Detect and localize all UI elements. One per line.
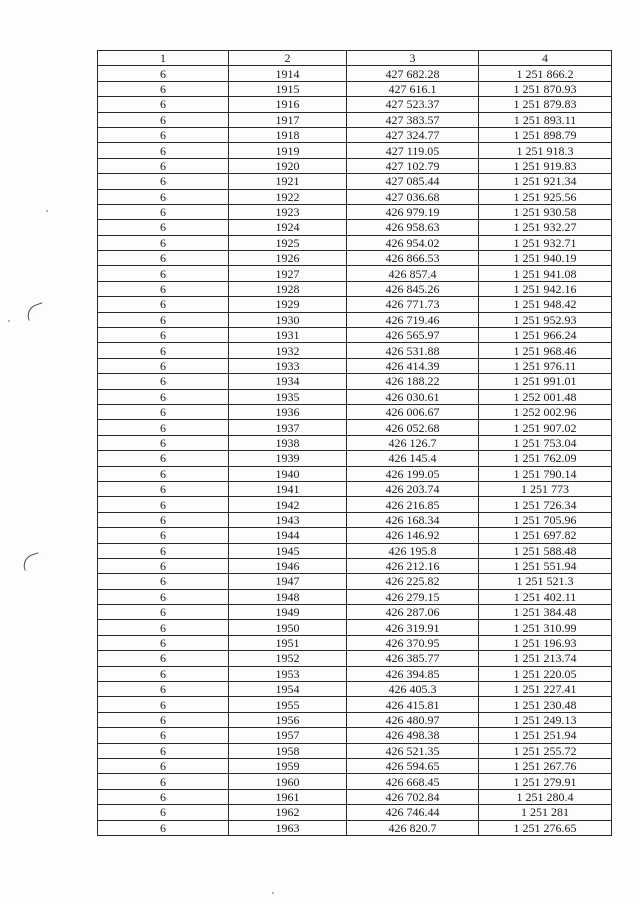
cell-x-coordinate: 426 126.7	[347, 435, 479, 450]
table-row	[98, 312, 612, 327]
cell-section-number: 6	[98, 497, 229, 512]
cell-x-coordinate: 427 383.57	[347, 112, 479, 127]
table-row	[98, 374, 612, 389]
cell-x-coordinate: 426 405.3	[347, 682, 479, 697]
column-header: 1	[98, 51, 229, 66]
table-row	[98, 143, 612, 158]
table-row	[98, 635, 612, 650]
cell-x-coordinate: 426 188.22	[347, 374, 479, 389]
cell-x-coordinate: 426 594.65	[347, 758, 479, 773]
cell-section-number: 6	[98, 66, 229, 81]
cell-y-coordinate: 1 251 879.83	[479, 97, 612, 112]
cell-point-number: 1929	[229, 297, 347, 312]
table-row	[98, 728, 612, 743]
table-row	[98, 251, 612, 266]
cell-y-coordinate: 1 251 907.02	[479, 420, 612, 435]
cell-y-coordinate: 1 251 921.34	[479, 174, 612, 189]
cell-section-number: 6	[98, 220, 229, 235]
table-row	[98, 358, 612, 373]
cell-point-number: 1937	[229, 420, 347, 435]
table-row	[98, 404, 612, 419]
table-row	[98, 158, 612, 173]
table-row	[98, 481, 612, 496]
table-row	[98, 343, 612, 358]
table-row	[98, 266, 612, 281]
table-row	[98, 435, 612, 450]
cell-x-coordinate: 426 958.63	[347, 220, 479, 235]
cell-section-number: 6	[98, 127, 229, 142]
cell-x-coordinate: 426 857.4	[347, 266, 479, 281]
table-row	[98, 389, 612, 404]
cell-section-number: 6	[98, 204, 229, 219]
cell-section-number: 6	[98, 374, 229, 389]
cell-x-coordinate: 426 845.26	[347, 281, 479, 296]
cell-point-number: 1955	[229, 697, 347, 712]
cell-section-number: 6	[98, 620, 229, 635]
cell-point-number: 1917	[229, 112, 347, 127]
table-row	[98, 528, 612, 543]
cell-x-coordinate: 426 370.95	[347, 635, 479, 650]
cell-x-coordinate: 426 216.85	[347, 497, 479, 512]
cell-y-coordinate: 1 251 773	[479, 481, 612, 496]
cell-x-coordinate: 426 195.8	[347, 543, 479, 558]
cell-x-coordinate: 426 030.61	[347, 389, 479, 404]
cell-x-coordinate: 426 480.97	[347, 712, 479, 727]
cell-y-coordinate: 1 251 941.08	[479, 266, 612, 281]
cell-y-coordinate: 1 251 866.2	[479, 66, 612, 81]
cell-section-number: 6	[98, 666, 229, 681]
cell-x-coordinate: 426 820.7	[347, 820, 479, 835]
table-row	[98, 605, 612, 620]
column-header: 2	[229, 51, 347, 66]
cell-y-coordinate: 1 251 705.96	[479, 512, 612, 527]
cell-x-coordinate: 426 146.92	[347, 528, 479, 543]
scan-speck	[272, 892, 274, 894]
table-row	[98, 235, 612, 250]
cell-point-number: 1951	[229, 635, 347, 650]
table-row	[98, 774, 612, 789]
cell-section-number: 6	[98, 404, 229, 419]
scan-speck	[8, 320, 10, 322]
cell-point-number: 1943	[229, 512, 347, 527]
cell-x-coordinate: 426 702.84	[347, 789, 479, 804]
cell-y-coordinate: 1 251 976.11	[479, 358, 612, 373]
table-header	[98, 51, 612, 66]
cell-x-coordinate: 426 719.46	[347, 312, 479, 327]
cell-section-number: 6	[98, 466, 229, 481]
cell-section-number: 6	[98, 712, 229, 727]
cell-point-number: 1914	[229, 66, 347, 81]
cell-y-coordinate: 1 251 280.4	[479, 789, 612, 804]
cell-x-coordinate: 427 616.1	[347, 81, 479, 96]
cell-section-number: 6	[98, 143, 229, 158]
table-row	[98, 543, 612, 558]
cell-point-number: 1928	[229, 281, 347, 296]
cell-section-number: 6	[98, 728, 229, 743]
cell-section-number: 6	[98, 789, 229, 804]
cell-point-number: 1959	[229, 758, 347, 773]
cell-point-number: 1962	[229, 805, 347, 820]
cell-section-number: 6	[98, 266, 229, 281]
cell-x-coordinate: 426 668.45	[347, 774, 479, 789]
cell-y-coordinate: 1 251 588.48	[479, 543, 612, 558]
cell-section-number: 6	[98, 605, 229, 620]
cell-y-coordinate: 1 251 898.79	[479, 127, 612, 142]
cell-x-coordinate: 426 771.73	[347, 297, 479, 312]
cell-y-coordinate: 1 251 930.58	[479, 204, 612, 219]
cell-point-number: 1933	[229, 358, 347, 373]
cell-x-coordinate: 426 287.06	[347, 605, 479, 620]
cell-x-coordinate: 426 866.53	[347, 251, 479, 266]
cell-point-number: 1945	[229, 543, 347, 558]
table-row	[98, 589, 612, 604]
cell-y-coordinate: 1 251 762.09	[479, 451, 612, 466]
cell-y-coordinate: 1 251 942.16	[479, 281, 612, 296]
cell-section-number: 6	[98, 805, 229, 820]
cell-point-number: 1947	[229, 574, 347, 589]
cell-section-number: 6	[98, 251, 229, 266]
table-row	[98, 620, 612, 635]
cell-x-coordinate: 426 565.97	[347, 328, 479, 343]
cell-y-coordinate: 1 251 267.76	[479, 758, 612, 773]
cell-section-number: 6	[98, 158, 229, 173]
cell-y-coordinate: 1 251 310.99	[479, 620, 612, 635]
cell-y-coordinate: 1 251 790.14	[479, 466, 612, 481]
cell-x-coordinate: 426 746.44	[347, 805, 479, 820]
cell-section-number: 6	[98, 358, 229, 373]
cell-section-number: 6	[98, 435, 229, 450]
table-row	[98, 174, 612, 189]
cell-section-number: 6	[98, 558, 229, 573]
table-row	[98, 81, 612, 96]
cell-point-number: 1954	[229, 682, 347, 697]
cell-point-number: 1953	[229, 666, 347, 681]
table-row	[98, 651, 612, 666]
cell-point-number: 1940	[229, 466, 347, 481]
cell-y-coordinate: 1 251 276.65	[479, 820, 612, 835]
cell-x-coordinate: 426 394.85	[347, 666, 479, 681]
cell-x-coordinate: 426 203.74	[347, 481, 479, 496]
cell-x-coordinate: 426 979.19	[347, 204, 479, 219]
cell-y-coordinate: 1 251 521.3	[479, 574, 612, 589]
cell-section-number: 6	[98, 389, 229, 404]
cell-y-coordinate: 1 251 196.93	[479, 635, 612, 650]
cell-point-number: 1960	[229, 774, 347, 789]
cell-section-number: 6	[98, 743, 229, 758]
cell-point-number: 1941	[229, 481, 347, 496]
cell-y-coordinate: 1 251 940.19	[479, 251, 612, 266]
cell-section-number: 6	[98, 820, 229, 835]
cell-point-number: 1957	[229, 728, 347, 743]
cell-y-coordinate: 1 251 952.93	[479, 312, 612, 327]
cell-point-number: 1926	[229, 251, 347, 266]
coordinates-table	[97, 50, 612, 836]
cell-x-coordinate: 427 682.28	[347, 66, 479, 81]
cell-y-coordinate: 1 251 551.94	[479, 558, 612, 573]
cell-y-coordinate: 1 251 230.48	[479, 697, 612, 712]
cell-point-number: 1919	[229, 143, 347, 158]
cell-y-coordinate: 1 251 402.11	[479, 589, 612, 604]
cell-y-coordinate: 1 251 991.01	[479, 374, 612, 389]
table-row	[98, 497, 612, 512]
cell-point-number: 1927	[229, 266, 347, 281]
cell-x-coordinate: 426 414.39	[347, 358, 479, 373]
cell-x-coordinate: 426 168.34	[347, 512, 479, 527]
table-row	[98, 328, 612, 343]
table-row	[98, 420, 612, 435]
cell-section-number: 6	[98, 543, 229, 558]
cell-x-coordinate: 426 225.82	[347, 574, 479, 589]
cell-x-coordinate: 427 523.37	[347, 97, 479, 112]
cell-point-number: 1925	[229, 235, 347, 250]
cell-section-number: 6	[98, 97, 229, 112]
cell-y-coordinate: 1 251 281	[479, 805, 612, 820]
table-row	[98, 112, 612, 127]
cell-section-number: 6	[98, 312, 229, 327]
cell-point-number: 1934	[229, 374, 347, 389]
cell-section-number: 6	[98, 528, 229, 543]
punch-hole-mark	[24, 302, 46, 321]
table-row	[98, 451, 612, 466]
cell-section-number: 6	[98, 297, 229, 312]
cell-y-coordinate: 1 251 966.24	[479, 328, 612, 343]
column-header: 4	[479, 51, 612, 66]
cell-section-number: 6	[98, 420, 229, 435]
cell-point-number: 1918	[229, 127, 347, 142]
cell-point-number: 1935	[229, 389, 347, 404]
cell-x-coordinate: 426 199.05	[347, 466, 479, 481]
column-header: 3	[347, 51, 479, 66]
table-row	[98, 127, 612, 142]
cell-point-number: 1961	[229, 789, 347, 804]
cell-section-number: 6	[98, 174, 229, 189]
table-row	[98, 820, 612, 835]
table-row	[98, 512, 612, 527]
cell-x-coordinate: 426 498.38	[347, 728, 479, 743]
cell-section-number: 6	[98, 481, 229, 496]
cell-point-number: 1950	[229, 620, 347, 635]
table-row	[98, 574, 612, 589]
cell-point-number: 1948	[229, 589, 347, 604]
cell-point-number: 1946	[229, 558, 347, 573]
cell-x-coordinate: 426 385.77	[347, 651, 479, 666]
cell-y-coordinate: 1 251 932.27	[479, 220, 612, 235]
cell-y-coordinate: 1 251 919.83	[479, 158, 612, 173]
table-row	[98, 789, 612, 804]
cell-point-number: 1916	[229, 97, 347, 112]
cell-point-number: 1938	[229, 435, 347, 450]
cell-section-number: 6	[98, 697, 229, 712]
cell-section-number: 6	[98, 281, 229, 296]
cell-x-coordinate: 426 954.02	[347, 235, 479, 250]
cell-x-coordinate: 426 531.88	[347, 343, 479, 358]
cell-x-coordinate: 426 415.81	[347, 697, 479, 712]
cell-y-coordinate: 1 251 968.46	[479, 343, 612, 358]
cell-section-number: 6	[98, 758, 229, 773]
table-row	[98, 558, 612, 573]
cell-y-coordinate: 1 252 002.96	[479, 404, 612, 419]
cell-point-number: 1932	[229, 343, 347, 358]
cell-x-coordinate: 426 521.35	[347, 743, 479, 758]
cell-y-coordinate: 1 251 918.3	[479, 143, 612, 158]
table-row	[98, 466, 612, 481]
cell-point-number: 1923	[229, 204, 347, 219]
cell-y-coordinate: 1 251 255.72	[479, 743, 612, 758]
table-row	[98, 758, 612, 773]
cell-x-coordinate: 426 279.15	[347, 589, 479, 604]
cell-section-number: 6	[98, 235, 229, 250]
cell-x-coordinate: 426 212.16	[347, 558, 479, 573]
cell-point-number: 1944	[229, 528, 347, 543]
cell-x-coordinate: 427 036.68	[347, 189, 479, 204]
table-row	[98, 189, 612, 204]
table-body	[98, 66, 612, 836]
cell-y-coordinate: 1 251 932.71	[479, 235, 612, 250]
cell-section-number: 6	[98, 574, 229, 589]
table-row	[98, 220, 612, 235]
table-row	[98, 682, 612, 697]
cell-point-number: 1921	[229, 174, 347, 189]
cell-x-coordinate: 427 324.77	[347, 127, 479, 142]
table-row	[98, 97, 612, 112]
cell-section-number: 6	[98, 774, 229, 789]
cell-y-coordinate: 1 252 001.48	[479, 389, 612, 404]
table-row	[98, 712, 612, 727]
cell-point-number: 1936	[229, 404, 347, 419]
cell-y-coordinate: 1 251 251.94	[479, 728, 612, 743]
cell-x-coordinate: 426 052.68	[347, 420, 479, 435]
table-row	[98, 805, 612, 820]
table-row	[98, 697, 612, 712]
cell-x-coordinate: 426 319.91	[347, 620, 479, 635]
cell-x-coordinate: 427 085.44	[347, 174, 479, 189]
cell-point-number: 1930	[229, 312, 347, 327]
cell-section-number: 6	[98, 451, 229, 466]
cell-point-number: 1939	[229, 451, 347, 466]
cell-y-coordinate: 1 251 227.41	[479, 682, 612, 697]
cell-x-coordinate: 426 145.4	[347, 451, 479, 466]
cell-section-number: 6	[98, 189, 229, 204]
table-row	[98, 297, 612, 312]
cell-y-coordinate: 1 251 726.34	[479, 497, 612, 512]
cell-y-coordinate: 1 251 870.93	[479, 81, 612, 96]
table-row	[98, 743, 612, 758]
cell-y-coordinate: 1 251 220.05	[479, 666, 612, 681]
table-row	[98, 204, 612, 219]
cell-y-coordinate: 1 251 697.82	[479, 528, 612, 543]
cell-x-coordinate: 426 006.67	[347, 404, 479, 419]
cell-point-number: 1956	[229, 712, 347, 727]
punch-hole-mark	[20, 552, 42, 571]
cell-y-coordinate: 1 251 893.11	[479, 112, 612, 127]
cell-x-coordinate: 427 102.79	[347, 158, 479, 173]
table-row	[98, 281, 612, 296]
cell-section-number: 6	[98, 343, 229, 358]
header-row	[98, 51, 612, 66]
cell-section-number: 6	[98, 81, 229, 96]
table-row	[98, 666, 612, 681]
cell-point-number: 1963	[229, 820, 347, 835]
cell-point-number: 1958	[229, 743, 347, 758]
cell-section-number: 6	[98, 651, 229, 666]
cell-point-number: 1922	[229, 189, 347, 204]
cell-section-number: 6	[98, 589, 229, 604]
scan-speck	[46, 210, 48, 212]
cell-point-number: 1931	[229, 328, 347, 343]
cell-x-coordinate: 427 119.05	[347, 143, 479, 158]
cell-y-coordinate: 1 251 279.91	[479, 774, 612, 789]
cell-point-number: 1949	[229, 605, 347, 620]
cell-y-coordinate: 1 251 925.56	[479, 189, 612, 204]
cell-section-number: 6	[98, 512, 229, 527]
cell-y-coordinate: 1 251 753.04	[479, 435, 612, 450]
table-row	[98, 66, 612, 81]
cell-y-coordinate: 1 251 384.48	[479, 605, 612, 620]
cell-point-number: 1915	[229, 81, 347, 96]
cell-y-coordinate: 1 251 948.42	[479, 297, 612, 312]
cell-point-number: 1942	[229, 497, 347, 512]
cell-y-coordinate: 1 251 249.13	[479, 712, 612, 727]
cell-section-number: 6	[98, 112, 229, 127]
cell-point-number: 1952	[229, 651, 347, 666]
cell-section-number: 6	[98, 682, 229, 697]
cell-y-coordinate: 1 251 213.74	[479, 651, 612, 666]
cell-section-number: 6	[98, 635, 229, 650]
cell-point-number: 1920	[229, 158, 347, 173]
cell-section-number: 6	[98, 328, 229, 343]
cell-point-number: 1924	[229, 220, 347, 235]
